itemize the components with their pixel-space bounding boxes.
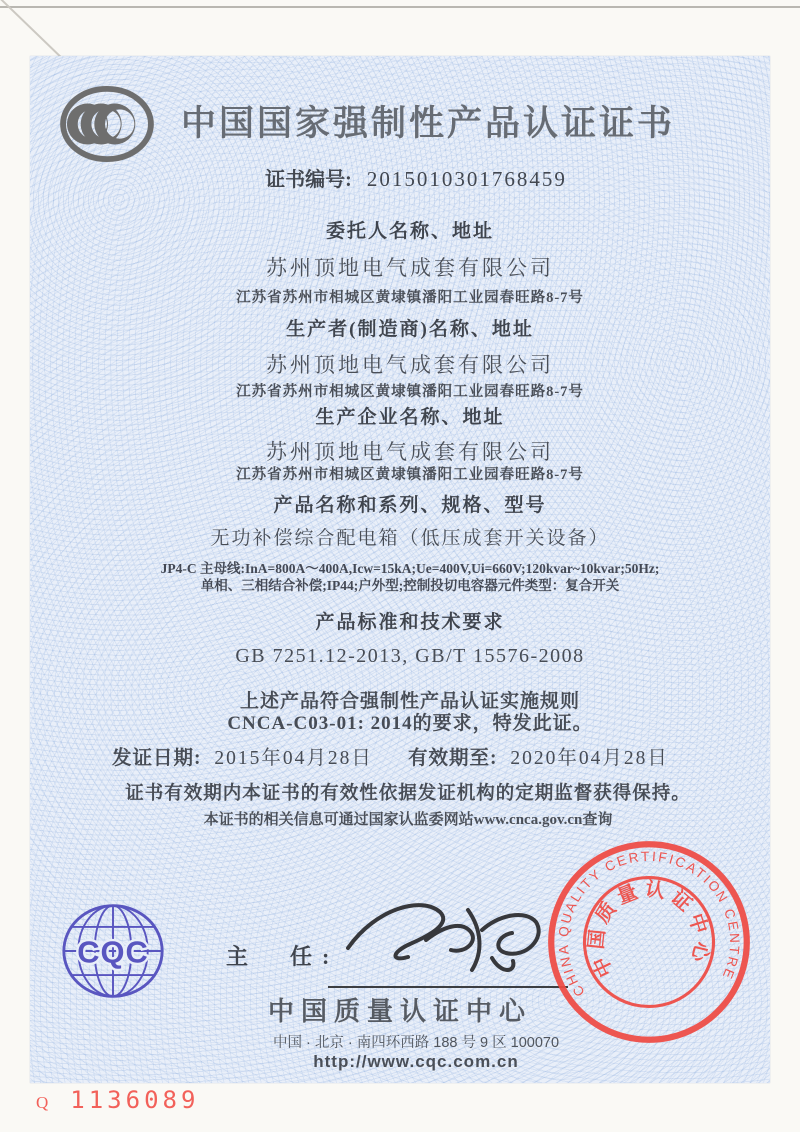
cqc-logo-text: CQC: [77, 934, 149, 970]
product-spec-line1: JP4-C 主母线:InA=800A～400A,Icw=15kA;Ue=400V,Ui=660V;120kvar~10kvar;50Hz;: [160, 561, 660, 576]
director-label: 主 任:: [226, 944, 340, 969]
director-signature: [330, 884, 580, 984]
ccc-mark-icon: [58, 84, 156, 164]
product-name: 无功补偿综合配电箱（低压成套开关设备）: [210, 528, 610, 549]
cqc-logo-icon: [60, 898, 166, 1004]
statement-line1: 上述产品符合强制性产品认证实施规则: [239, 691, 580, 712]
certificate-number-row: [30, 163, 786, 192]
manufacturer-address: 江苏省苏州市相城区黄埭镇潘阳工业园春旺路8-7号: [236, 384, 584, 400]
cqc-red-stamp: [544, 838, 754, 1046]
svg-text:CHINA QUALITY CERTIFICATION CE: [547, 839, 747, 1000]
stamp-english-text: CHINA QUALITY CERTIFICATION CENTRE: [555, 848, 743, 1000]
stamp-chinese-text: 中国质量认证中心: [585, 878, 713, 981]
factory-heading: 生产企业名称、地址: [315, 407, 505, 428]
issue-date-label: 发证日期:: [112, 748, 202, 769]
product-heading: 产品名称和系列、规格、型号: [273, 495, 547, 516]
svg-text:中国质量认证中心: [578, 872, 717, 982]
statement-line2: CNCA-C03-01: 2014的要求，特发此证。: [227, 713, 593, 734]
valid-until-value: 2020年04月28日: [510, 748, 669, 769]
validity-note: 证书有效期内本证书的有效性依据发证机构的定期监督获得保持。: [125, 784, 691, 804]
valid-until-label: 有效期至:: [408, 748, 498, 769]
certificate-number-value: 2015010301768459: [366, 167, 567, 191]
product-spec-line2: 单相、三相结合补偿;IP44;户外型;控制投切电容器元件类型：复合开关: [200, 578, 620, 593]
applicant-company: 苏州顶地电气成套有限公司: [266, 256, 554, 280]
organization-address: 中国 · 北京 · 南四环西路 188 号 9 区 100070: [272, 1035, 560, 1051]
certificate-number-label: 证书编号:: [265, 169, 352, 191]
issue-date-value: 2015年04月28日: [214, 748, 373, 769]
valid-until-row: [408, 742, 669, 770]
query-note: 本证书的相关信息可通过国家认监委网站www.cnca.gov.cn查询: [203, 812, 613, 828]
applicant-heading: 委托人名称、地址: [325, 221, 494, 242]
factory-company: 苏州顶地电气成套有限公司: [266, 440, 554, 464]
issue-date-row: [112, 742, 373, 770]
scan-edge-line: [0, 6, 800, 8]
serial-number: [36, 1086, 199, 1114]
factory-address: 江苏省苏州市相城区黄埭镇潘阳工业园春旺路8-7号: [236, 467, 584, 483]
organization-name: 中国质量认证中心: [267, 997, 532, 1026]
organization-website: http://www.cqc.com.cn: [313, 1052, 519, 1071]
standard-value: GB 7251.12-2013, GB/T 15576-2008: [235, 645, 585, 667]
manufacturer-company: 苏州顶地电气成套有限公司: [266, 353, 554, 377]
manufacturer-heading: 生产者(制造商)名称、地址: [286, 319, 534, 340]
signature-line: [328, 986, 568, 988]
standard-heading: 产品标准和技术要求: [315, 612, 505, 633]
certificate-title: 中国国家强制性产品认证证书: [180, 104, 675, 143]
serial-digits: 1136089: [70, 1086, 200, 1114]
serial-prefix: Q: [36, 1093, 49, 1112]
applicant-address: 江苏省苏州市相城区黄埭镇潘阳工业园春旺路8-7号: [236, 290, 584, 306]
